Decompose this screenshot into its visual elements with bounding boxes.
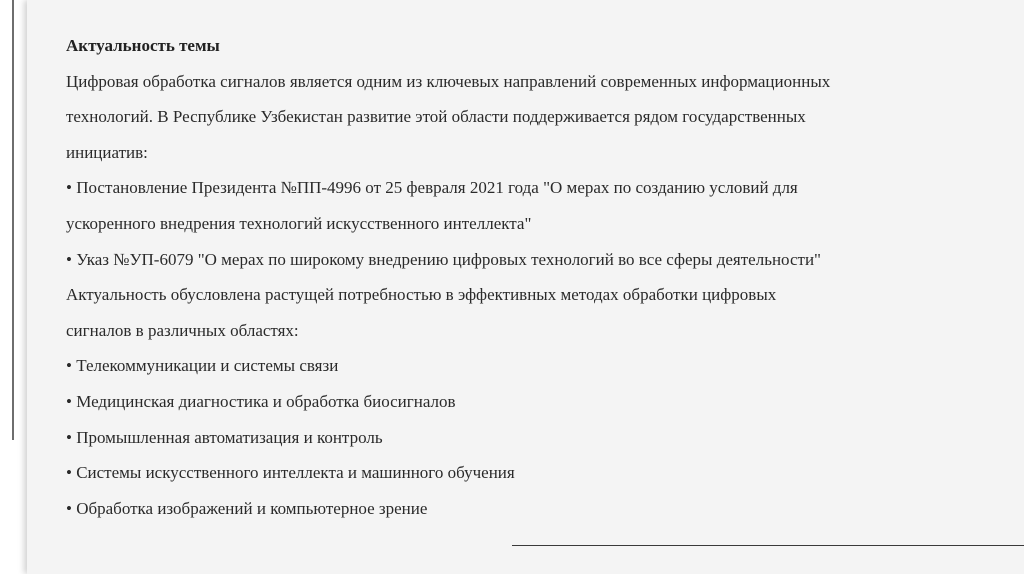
bottom-divider [512, 545, 1024, 546]
bullet-item: • Постановление Президента №ПП-4996 от 25 февраля 2021 года "О мерах по созданию условий для [66, 178, 798, 198]
bullet-item: • Системы искусственного интеллекта и машинного обучения [66, 463, 515, 483]
left-divider [12, 0, 14, 440]
bullet-item: • Указ №УП-6079 "О мерах по широкому внедрению цифровых технологий во все сферы деятельности" [66, 249, 821, 269]
slide-content [66, 34, 996, 532]
text-line: Цифровая обработка сигналов является одним из ключевых направлений современных информационных [66, 71, 831, 91]
bullet-item: • Медицинская диагностика и обработка биосигналов [66, 391, 456, 411]
text-line: инициатив: [66, 142, 148, 162]
bullet-item: • Обработка изображений и компьютерное зрение [66, 498, 428, 518]
bullet-item: • Телекоммуникации и системы связи [66, 356, 339, 376]
text-line: ускоренного внедрения технологий искусственного интеллекта" [66, 213, 532, 233]
text-line: технологий. В Республике Узбекистан развитие этой области поддерживается рядом государственных [66, 107, 806, 127]
text-line: Актуальность обусловлена растущей потребностью в эффективных методах обработки цифровых [66, 285, 777, 305]
text-line: сигналов в различных областях: [66, 320, 299, 340]
bullet-item: • Промышленная автоматизация и контроль [66, 427, 383, 447]
slide-heading: Актуальность темы [66, 36, 220, 55]
